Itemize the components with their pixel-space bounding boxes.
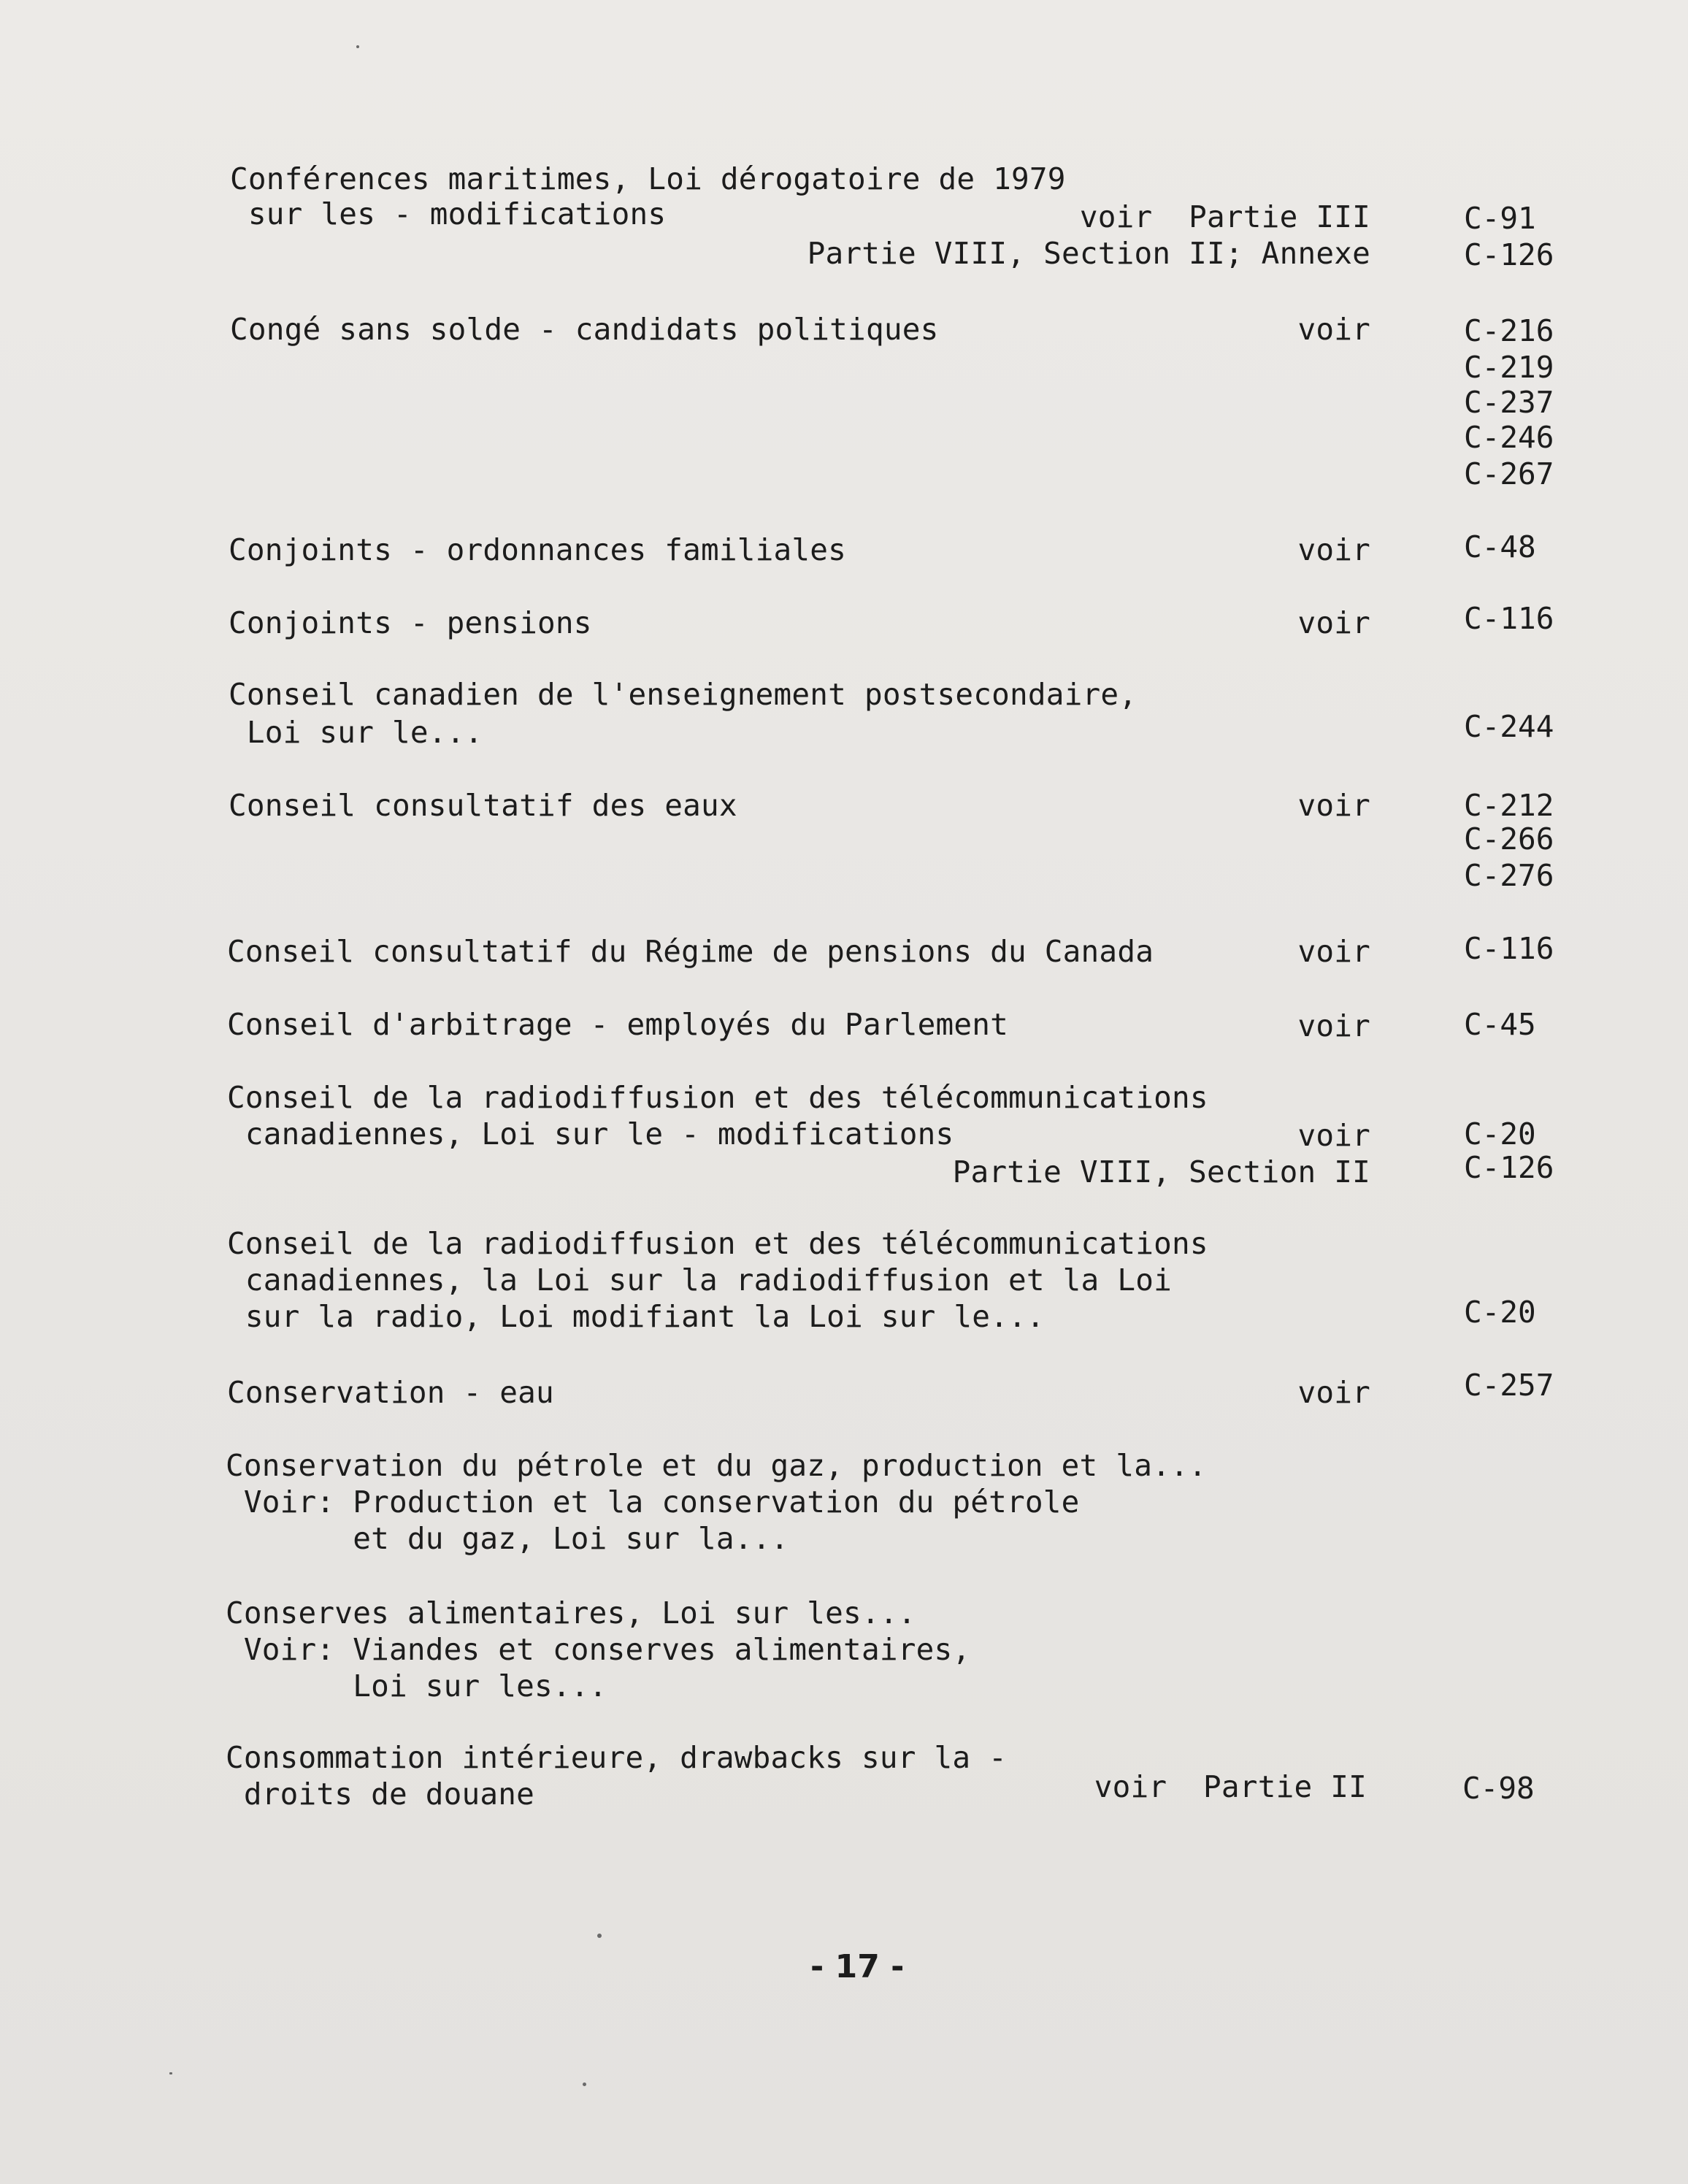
bill-code: C-246 [1464, 420, 1554, 455]
entry-reference: voir [1297, 605, 1370, 640]
bill-code: C-126 [1464, 237, 1554, 272]
entry-title-line: droits de douane [226, 1777, 535, 1812]
entry-reference: voir [1297, 312, 1370, 347]
bill-code: C-267 [1464, 456, 1554, 491]
bill-code: C-48 [1464, 529, 1536, 564]
entry-reference: Partie VIII, Section II; Annexe [807, 236, 1370, 271]
entry-title-line: Conseil d'arbitrage - employés du Parlement [227, 1007, 1009, 1042]
entry-reference: voir [1297, 1375, 1370, 1410]
entry-reference: voir [1297, 532, 1370, 567]
bill-code: C-20 [1464, 1116, 1536, 1152]
entry-reference: voir Partie II [1094, 1769, 1367, 1804]
entry-title-line: sur les - modifications [230, 196, 667, 231]
bill-code: C-237 [1464, 385, 1554, 420]
entry-title-line: Loi sur les... [226, 1668, 607, 1704]
entry-title-line: Conseil consultatif des eaux [229, 788, 737, 823]
entry-title-line: et du gaz, Loi sur la... [226, 1521, 789, 1556]
bill-code: C-219 [1464, 350, 1554, 385]
entry-title-line: Congé sans solde - candidats politiques [230, 312, 939, 347]
entry-title-line: Conservation du pétrole et du gaz, production et la... [226, 1448, 1207, 1483]
paper-speck [169, 2072, 172, 2074]
entry-title-line: Consommation intérieure, drawbacks sur la - [226, 1740, 1008, 1775]
entry-reference: Partie VIII, Section II [952, 1154, 1370, 1189]
bill-code: C-244 [1464, 709, 1554, 744]
entry-title-line: canadiennes, la Loi sur la radiodiffusion et la Loi [227, 1262, 1172, 1298]
entry-reference: voir [1297, 1118, 1370, 1153]
entry-title-line: Conférences maritimes, Loi dérogatoire de 1979 [230, 161, 1066, 196]
bill-code: C-91 [1464, 201, 1536, 236]
bill-code: C-20 [1464, 1295, 1536, 1330]
bill-code: C-98 [1462, 1771, 1535, 1806]
bill-code: C-266 [1464, 821, 1554, 857]
bill-code: C-216 [1464, 313, 1554, 348]
entry-title-line: canadiennes, Loi sur le - modifications [227, 1116, 954, 1152]
bill-code: C-126 [1464, 1150, 1554, 1185]
entry-title-line: Conjoints - ordonnances familiales [229, 532, 847, 567]
bill-code: C-257 [1464, 1368, 1554, 1403]
paper-speck [597, 1934, 602, 1938]
entry-title-line: Conserves alimentaires, Loi sur les... [226, 1595, 916, 1631]
entry-reference: voir Partie III [1079, 199, 1370, 234]
entry-title-line: sur la radio, Loi modifiant la Loi sur le... [227, 1299, 1045, 1334]
bill-code: C-116 [1464, 601, 1554, 636]
entry-title-line: Conseil de la radiodiffusion et des télécommunications [227, 1226, 1208, 1261]
entry-reference: voir [1297, 934, 1370, 969]
entry-reference: voir [1297, 788, 1370, 823]
bill-code: C-116 [1464, 931, 1554, 966]
paper-speck [356, 45, 359, 48]
entry-title-line: Conservation - eau [227, 1375, 554, 1410]
entry-title-line: Conseil canadien de l'enseignement postsecondaire, [229, 677, 1138, 712]
entry-title-line: Conseil consultatif du Régime de pensions du Canada [227, 934, 1154, 969]
bill-code: C-45 [1464, 1007, 1536, 1042]
page-number: - 17 - [810, 1948, 905, 1985]
entry-title-line: Loi sur le... [229, 715, 483, 750]
bill-code: C-276 [1464, 858, 1554, 893]
paper-speck [583, 2083, 586, 2086]
entry-title-line: Voir: Production et la conservation du pétrole [226, 1484, 1080, 1520]
entry-title-line: Conseil de la radiodiffusion et des télécommunications [227, 1080, 1208, 1115]
bill-code: C-212 [1464, 788, 1554, 823]
entry-reference: voir [1297, 1008, 1370, 1043]
entry-title-line: Conjoints - pensions [229, 605, 592, 640]
entry-title-line: Voir: Viandes et conserves alimentaires, [226, 1632, 971, 1667]
